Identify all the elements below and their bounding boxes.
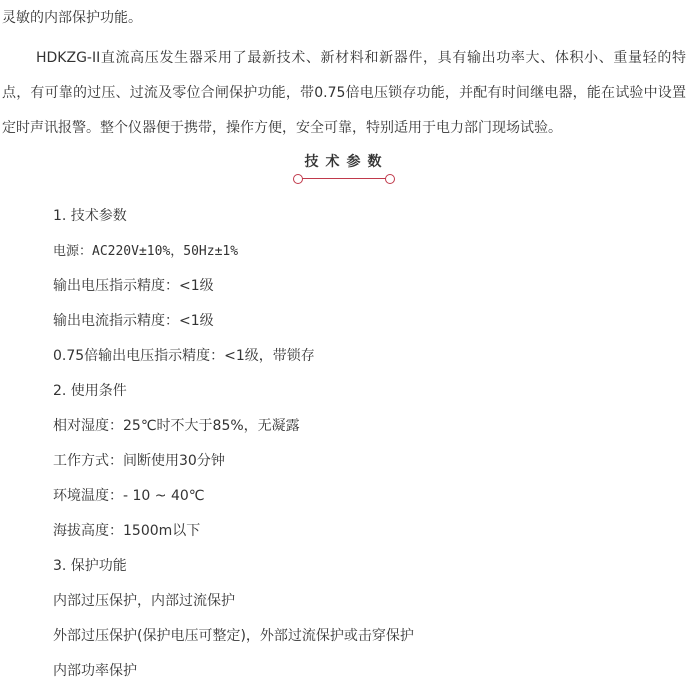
list-item-075-voltage-accuracy: 0.75倍输出电压指示精度：<1级，带锁存	[53, 348, 315, 364]
list-item-internal-protection: 内部过压保护，内部过流保护	[53, 593, 235, 609]
list-heading-tech-params: 1. 技术参数	[53, 208, 127, 224]
list-item-altitude: 海拔高度：1500m以下	[53, 523, 201, 539]
title-divider	[293, 174, 395, 184]
list-item-power: 电源：AC220V±10%，50Hz±1%	[53, 244, 239, 259]
list-heading-protection: 3. 保护功能	[53, 558, 127, 574]
list-item-external-protection: 外部过压保护(保护电压可整定)，外部过流保护或击穿保护	[53, 628, 414, 644]
list-item-power-protection: 内部功率保护	[53, 663, 137, 679]
intro-paragraph: HDKZG-II直流高压发生器采用了最新技术、新材料和新器件，具有输出功率大、体积小、重量轻的特点，有可靠的过压、过流及零位合闸保护功能，带0.75倍电压锁存功能，并配有时间继电器，能在试验中设置定时声讯报警。整个仪器便于携带，操作方便，安全可靠，特别适用于电力部门现场试验。	[2, 50, 686, 136]
divider-right-dot	[385, 174, 395, 184]
list-item-humidity: 相对湿度：25℃时不大于85%，无凝露	[53, 418, 300, 434]
list-item-current-accuracy: 输出电流指示精度：<1级	[53, 313, 214, 329]
divider-line	[298, 178, 390, 179]
intro-first-line: 灵敏的内部保护功能。	[2, 10, 142, 26]
list-item-voltage-accuracy: 输出电压指示精度：<1级	[53, 278, 214, 294]
section-title: 技术参数	[304, 154, 389, 170]
spec-list	[53, 199, 414, 689]
divider-left-dot	[293, 174, 303, 184]
list-heading-conditions: 2. 使用条件	[53, 383, 127, 399]
list-item-ambient-temp: 环境温度：- 10 ~ 40℃	[53, 488, 205, 504]
section-heading	[0, 152, 693, 172]
list-item-work-mode: 工作方式：间断使用30分钟	[53, 453, 225, 469]
